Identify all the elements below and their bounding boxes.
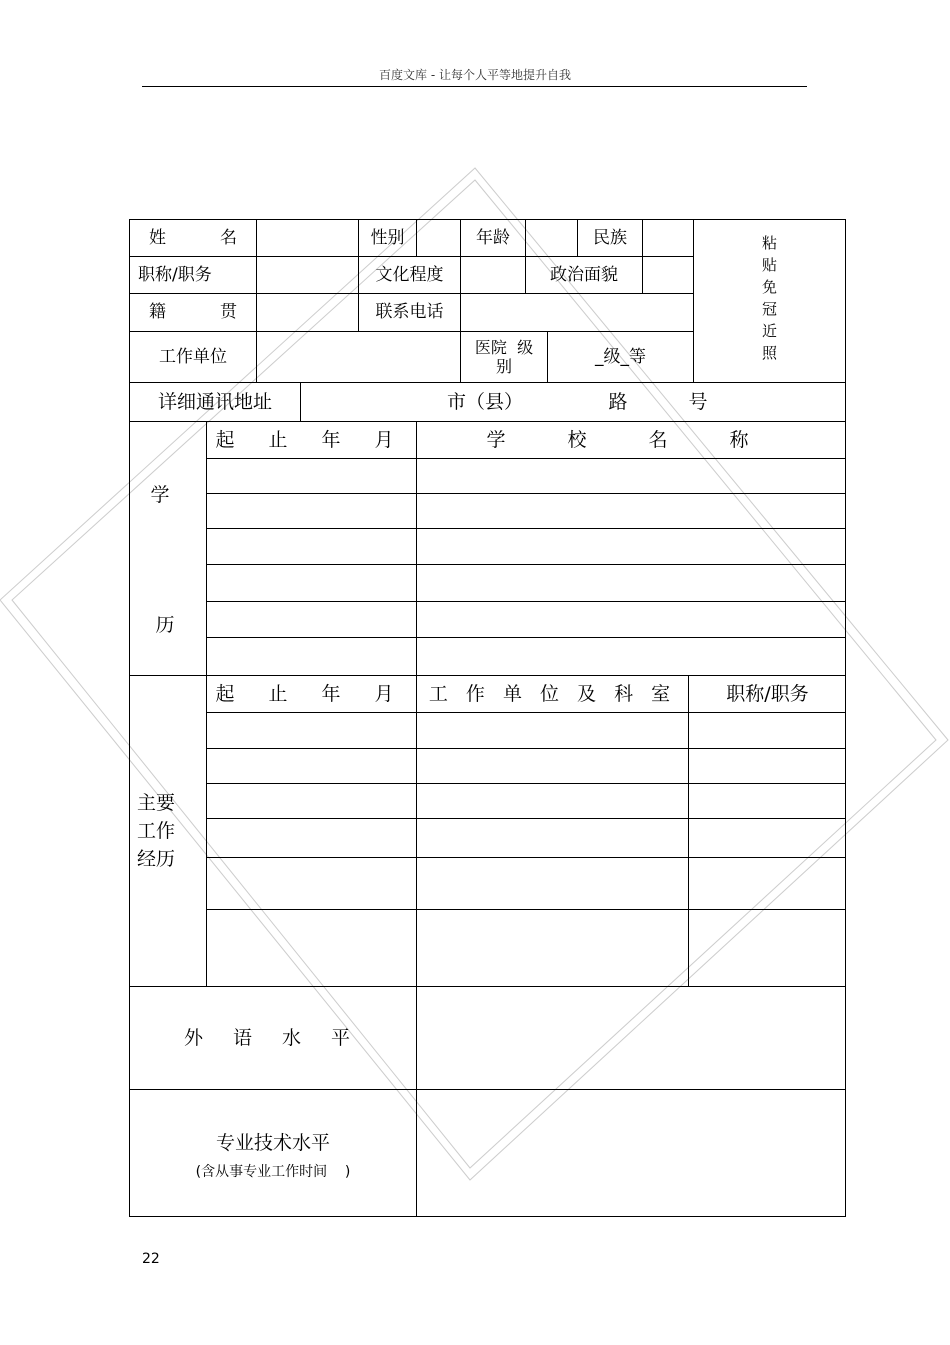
age-label: 年龄 (476, 227, 510, 248)
photo-placeholder (694, 228, 845, 368)
political-label: 政治面貌 (550, 264, 618, 285)
ethnicity-field[interactable] (643, 220, 693, 256)
name-field[interactable] (257, 220, 358, 256)
work-col-unit: 工 作 单 位 及 科 室 (428, 682, 677, 705)
work-col-title: 职称/职务 (726, 682, 809, 705)
name-label: 姓 名 (148, 227, 238, 248)
photo-label-3: 免 (761, 278, 777, 296)
tech-field[interactable] (417, 1090, 846, 1216)
gender-field[interactable] (417, 220, 460, 256)
hospital-level-field[interactable]: _级_等 (595, 346, 646, 367)
work-unit-field[interactable] (257, 332, 460, 382)
photo-label-2: 贴 (761, 256, 777, 274)
tech-label: 专业技术水平 (215, 1131, 330, 1154)
hospital-level-label: 医院 级 别 (474, 337, 534, 376)
education-col-school: 学 校 名 称 (486, 428, 777, 451)
education-level-label: 文化程度 (375, 264, 444, 285)
header-rule (142, 86, 807, 87)
title-label: 职称/职务 (138, 264, 212, 285)
work-col-dates: 起 止 年 月 (215, 682, 408, 705)
origin-label: 籍 贯 (148, 302, 238, 323)
language-label: 外 语 水 平 (183, 1026, 363, 1049)
photo-label-4: 冠 (761, 300, 777, 318)
education-side-label-bottom: 历 (155, 613, 175, 636)
address-road: 路 (608, 390, 628, 413)
language-field[interactable] (417, 987, 846, 1089)
page-header: 百度文库 - 让每个人平等地提升自我 (379, 68, 571, 82)
work-unit-label: 工作单位 (159, 346, 227, 367)
work-side-label: 主要 工作 经历 (137, 792, 176, 870)
photo-label-5: 近 (761, 322, 777, 340)
origin-field[interactable] (257, 294, 358, 331)
age-field[interactable] (526, 220, 577, 256)
ethnicity-label: 民族 (593, 227, 627, 248)
political-field[interactable] (643, 257, 693, 293)
address-label: 详细通讯地址 (157, 390, 272, 413)
phone-label: 联系电话 (375, 302, 444, 323)
title-field[interactable] (257, 257, 358, 293)
education-side-label-top: 学 (150, 483, 170, 506)
tech-sub-label: (含从事专业工作时间 ) (195, 1163, 351, 1180)
address-number: 号 (688, 390, 708, 413)
photo-label-1: 粘 (761, 234, 777, 252)
education-level-field[interactable] (461, 257, 525, 293)
gender-label: 性别 (370, 227, 405, 248)
page-number: 22 (142, 1251, 160, 1267)
phone-field[interactable] (461, 294, 693, 331)
address-city: 市（县） (446, 390, 523, 413)
photo-label-6: 照 (761, 344, 777, 362)
education-col-dates: 起 止 年 月 (215, 428, 408, 451)
